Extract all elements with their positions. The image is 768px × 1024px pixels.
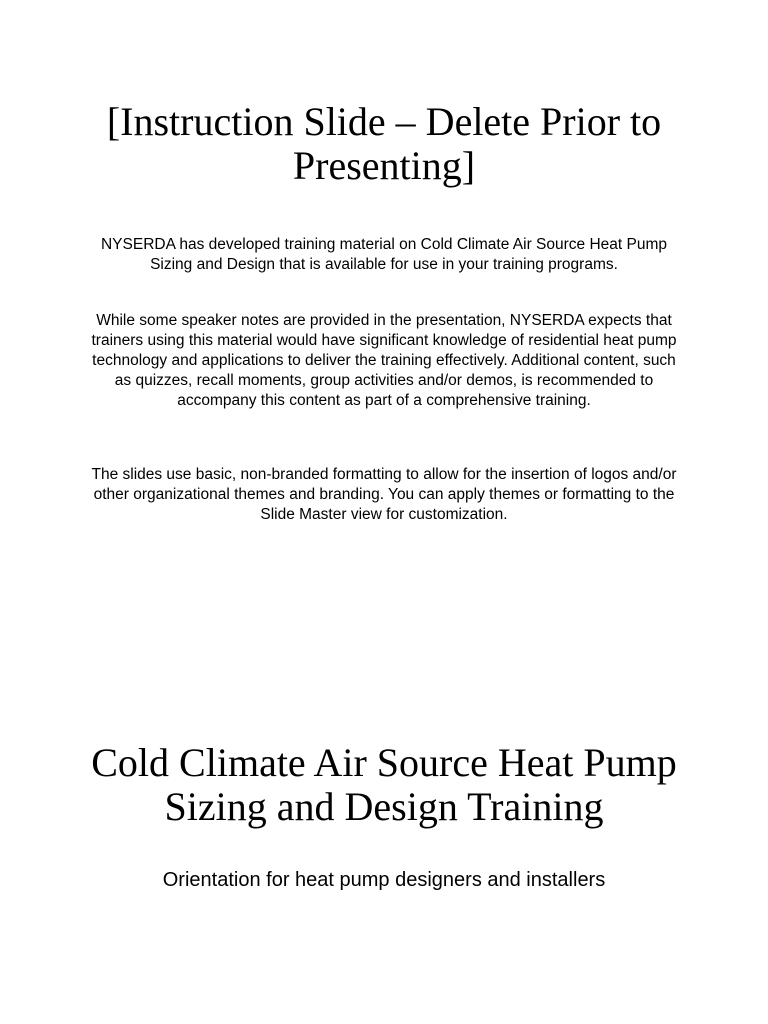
instruction-paragraph-overview: NYSERDA has developed training material on Cold Climate Air Source Heat Pump Sizing and Design that is available for use in your training programs. (100, 236, 668, 273)
instruction-slide-heading: [Instruction Slide – Delete Prior to Presenting] (106, 99, 662, 188)
title-slide-subtitle: Orientation for heat pump designers and installers (162, 869, 606, 891)
title-slide-title: Cold Climate Air Source Heat Pump Sizing and Design Training (91, 740, 677, 829)
instruction-paragraph-trainer-expectations: While some speaker notes are provided in the presentation, NYSERDA expects that trainers using this material would have significant knowledge of residential heat pump technology and applications to deliver the training effectively. Additional content, such as quizzes, recall moments, group activities and/or demos, is recommended to accompany this content as part of a comprehensive training. (91, 312, 677, 409)
instruction-paragraph-formatting: The slides use basic, non-branded formatting to allow for the insertion of logos and/or other organizational themes and branding. You can apply themes or formatting to the Slide Master view for customization. (91, 466, 677, 523)
title-slide (0, 560, 768, 1024)
